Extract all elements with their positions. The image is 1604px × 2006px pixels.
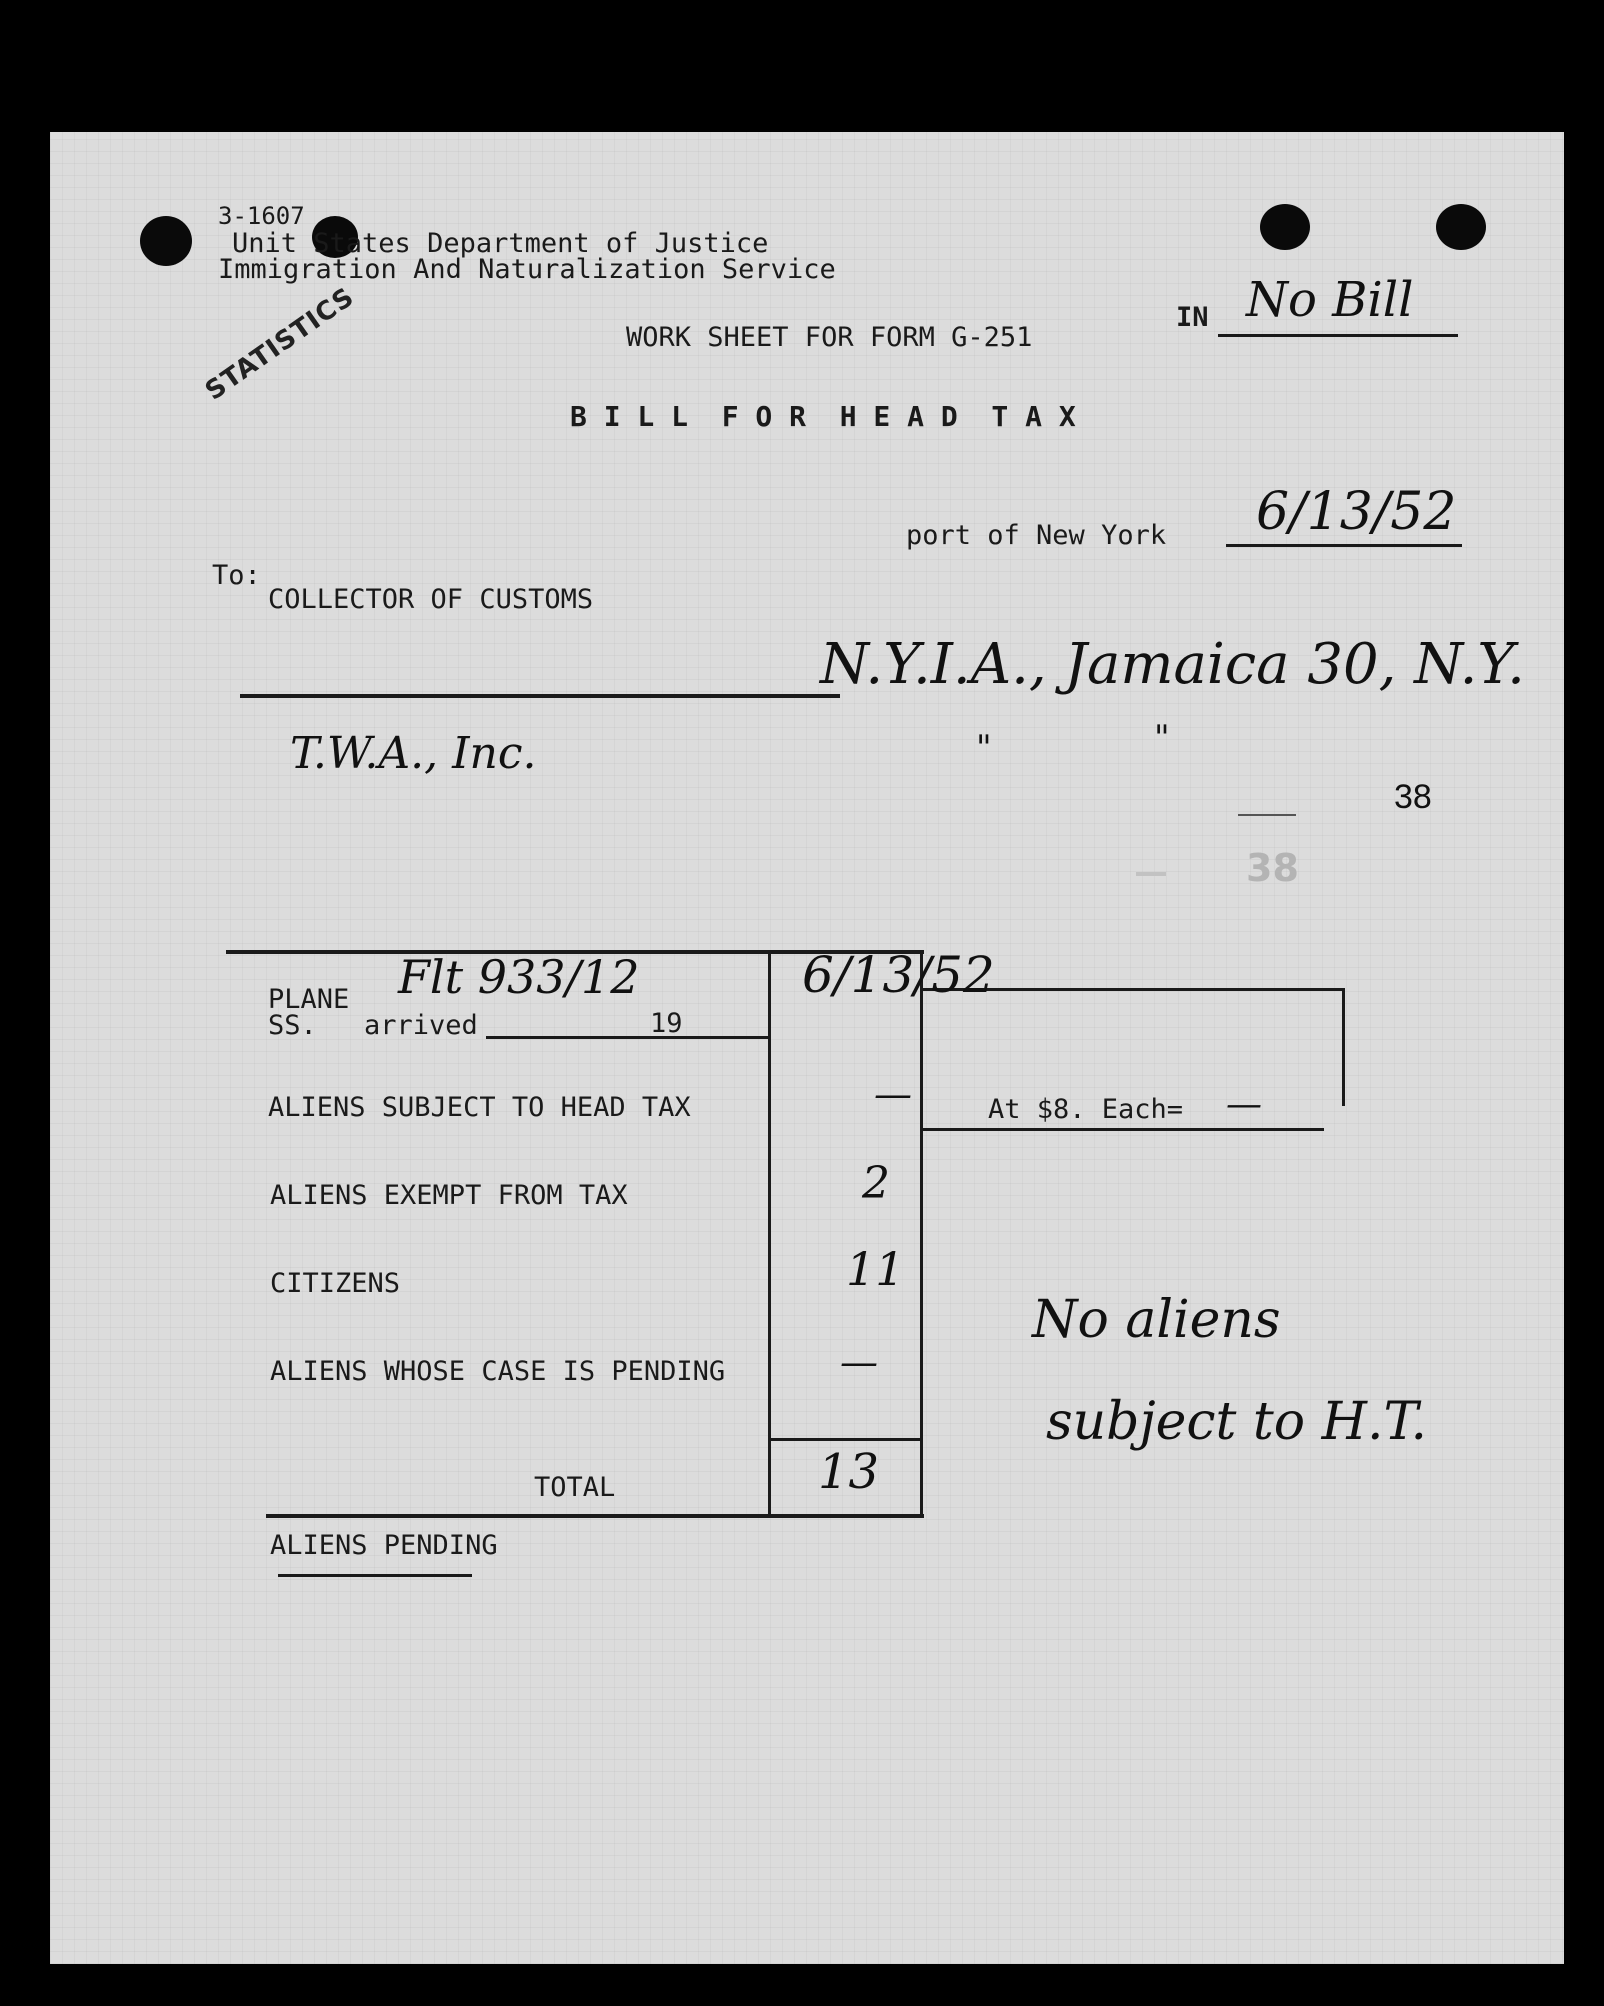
port-label: port of New York [906,520,1167,551]
aliens-pending-underline [278,1574,472,1577]
rate-label: At $8. Each= [988,1094,1184,1125]
in-handwritten-no-bill: No Bill [1246,272,1414,328]
carrier-handwritten: T.W.A., Inc. [290,728,537,779]
punch-hole-right-2 [1436,204,1486,250]
total-bottom-line [266,1514,924,1518]
rate-value: — [1226,1084,1262,1125]
form-number: 3-1607 [218,202,305,230]
table-col-left [768,950,771,1516]
row-label-exempt: ALIENS EXEMPT FROM TAX [270,1180,628,1211]
row-value-exempt: 2 [862,1158,890,1209]
row-value-pending: — [840,1340,878,1384]
document-page [50,132,1564,1964]
plane-label: PLANE [268,984,350,1015]
address-handwritten: N.Y.I.A., Jamaica 30, N.Y. [820,632,1525,697]
row-label-pending: ALIENS WHOSE CASE IS PENDING [270,1356,726,1387]
bill-title: B I L L F O R H E A D T A X [570,400,1076,433]
ditto-mark-1: " [976,728,992,768]
rate-box-right [1342,988,1345,1106]
row-value-citizens: 11 [846,1242,905,1296]
port-date-underline [1226,544,1462,547]
plane-flight-handwritten: Flt 933/12 [398,950,640,1004]
collector-of-customs: COLLECTOR OF CUSTOMS [268,584,594,615]
row-label-citizens: CITIZENS [270,1268,401,1299]
total-value: 13 [818,1444,880,1500]
punch-hole-right-1 [1260,204,1310,250]
aliens-pending-label: ALIENS PENDING [270,1530,498,1561]
worksheet-title: WORK SHEET FOR FORM G-251 [626,322,1033,353]
rate-underline [920,1128,1324,1131]
to-label: To: [212,560,261,591]
arrived-label: arrived [364,1010,478,1041]
note-line-1: No aliens [1032,1290,1281,1350]
dash-mark [1238,814,1296,816]
in-label: IN [1176,302,1209,333]
ditto-mark-2: " [1154,718,1170,758]
year-prefix: 19 [650,1008,683,1039]
faint-dash [1136,872,1166,876]
row-value-subject: — [874,1072,912,1116]
total-top-line [768,1438,923,1441]
in-underline [1218,334,1458,337]
statistics-stamp: STATISTICS [200,281,361,407]
ss-label: SS. [268,1010,317,1041]
port-date-handwritten: 6/13/52 [1256,482,1457,542]
arrived-underline [486,1036,768,1039]
agency-line-2: Immigration And Naturalization Service [218,254,836,285]
note-line-2: subject to H.T. [1046,1392,1428,1452]
page-number: 38 [1394,778,1432,816]
arrival-date-handwritten: 6/13/52 [802,946,995,1004]
punch-hole-left [140,216,192,266]
table-col-right [920,950,923,1516]
row-label-subject: ALIENS SUBJECT TO HEAD TAX [268,1092,691,1123]
total-label: TOTAL [534,1472,616,1503]
addressee-underline [240,694,840,698]
faint-number: 38 [1246,846,1299,890]
agency-line-1: Unit States Department of Justice [232,228,769,259]
